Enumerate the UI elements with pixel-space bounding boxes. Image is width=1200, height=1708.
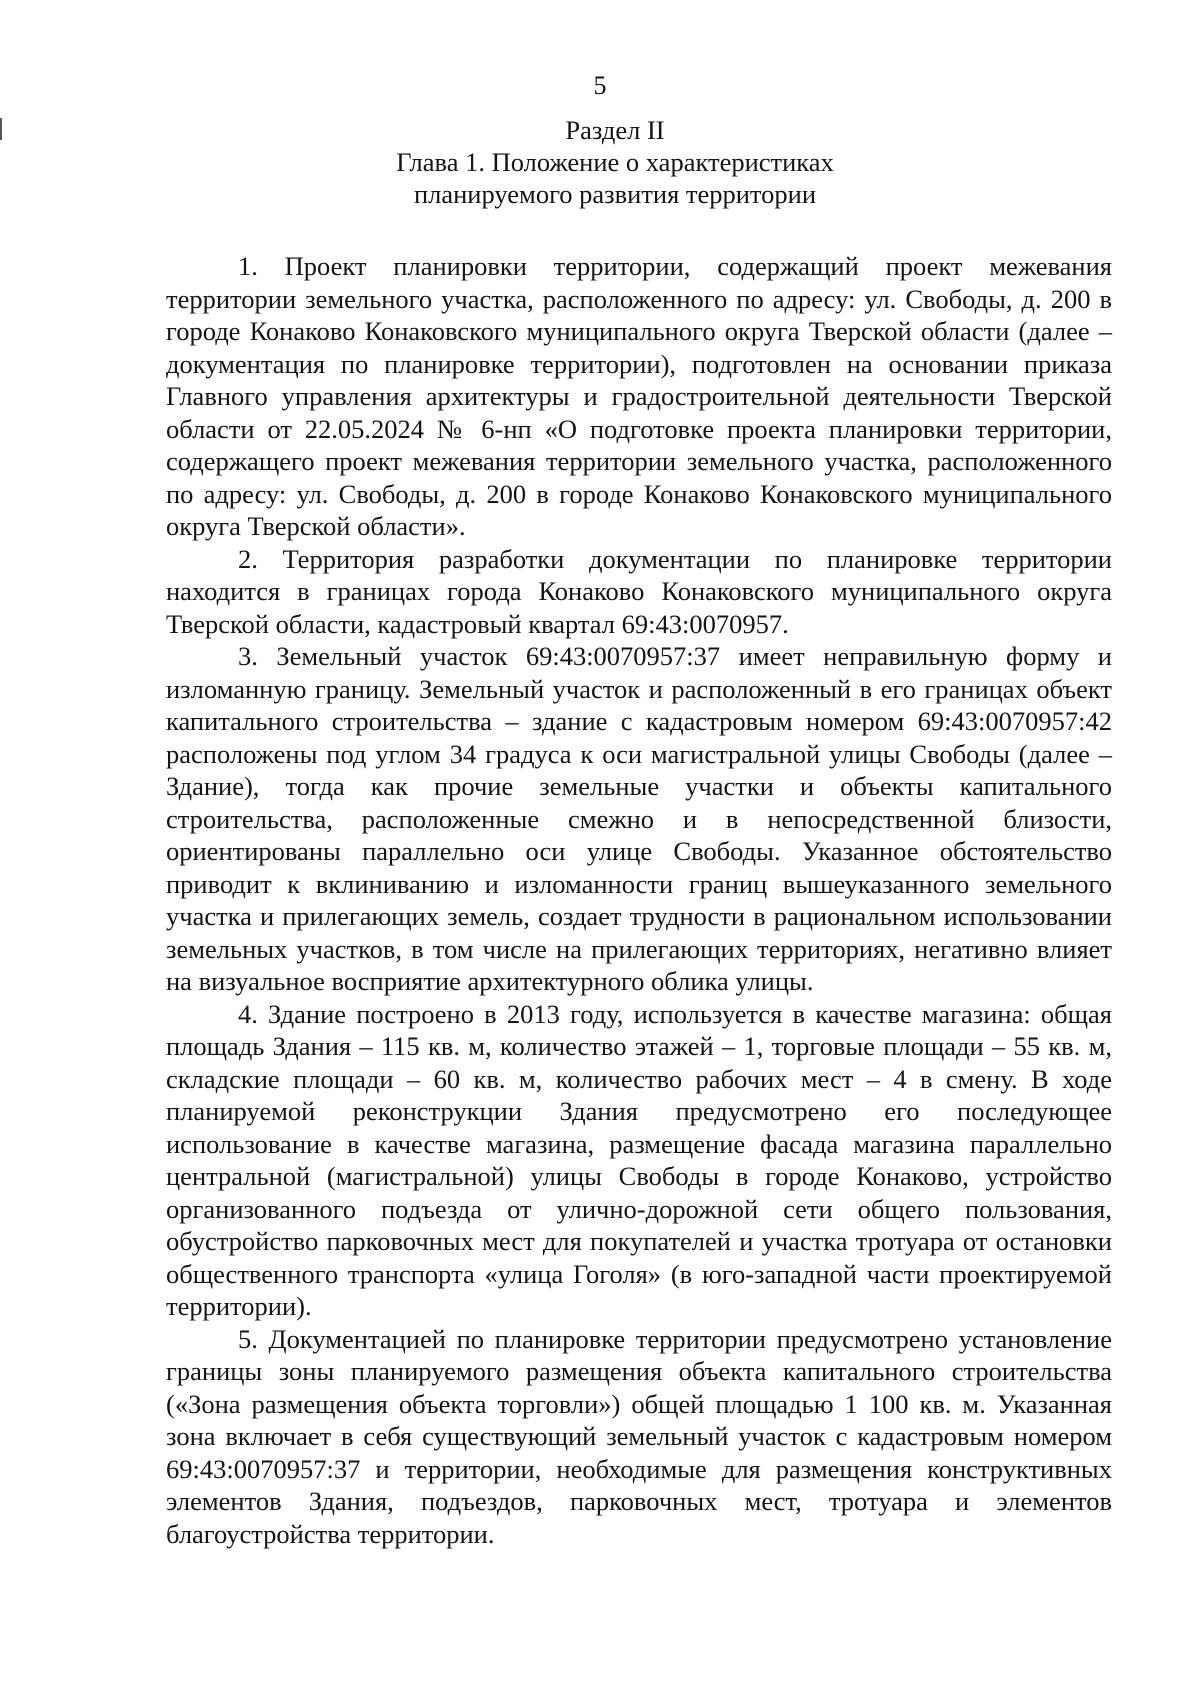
paragraph-3: 3. Земельный участок 69:43:0070957:37 имеет неправильную форму и изломанную границу. Земельный участок и расположенный в его границах объект капитального строительства – здание с кадастровым номером 69:43:0070957:42 расположены под углом 34 градуса к оси магистральной улицы Свободы (далее – Здание), тогда как прочие земельные участки и объекты капитального строительства, расположенные смежно и в непосредственной близости, ориентированы параллельно оси улице Свободы. Указанное обстоятельство приводит к вклиниванию и изломанности границ вышеуказанного земельного участка и прилегающих земель, создает трудности в рациональном использовании земельных участков, в том числе на прилегающих территориях, негативно влияет на визуальное восприятие архитектурного облика улицы. <box>166 641 1112 996</box>
paragraph-4: 4. Здание построено в 2013 году, используется в качестве магазина: общая площадь Здания – 115 кв. м, количество этажей – 1, торговые площади – 55 кв. м, складские площади – 60 кв. м, количество рабочих мест – 4 в смену. В ходе планируемой реконструкции Здания предусмотрено его последующее использование в качестве магазина, размещение фасада магазина параллельно центральной (магистральной) улицы Свободы в городе Конаково, устройство организованного подъезда от улично-дорожной сети общего пользования, обустройство парковочных мест для покупателей и участка тротуара от остановки общественного транспорта «улица Гоголя» (в юго-западной части проектируемой территории). <box>166 998 1112 1321</box>
page-number: 5 <box>593 71 607 100</box>
section-heading <box>150 114 1080 210</box>
chapter-title-line-1: Глава 1. Положение о характеристиках <box>396 147 834 177</box>
section-title: Раздел II <box>565 115 665 145</box>
scan-edge-mark <box>0 118 2 140</box>
paragraph-2: 2. Территория разработки документации по планировке территории находится в границах города Конаково Конаковского муниципального округа Тверской области, кадастровый квартал 69:43:0070957. <box>166 543 1112 639</box>
paragraph-1: 1. Проект планировки территории, содержащий проект межевания территории земельного участка, расположенного по адресу: ул. Свободы, д. 200 в городе Конаково Конаковского муниципального округа Тверской области (далее – документация по планировке территории), подготовлен на основании приказа Главного управления архитектуры и градостроительной деятельности Тверской области от 22.05.2024 № 6-нп «О подготовке проекта планировки территории, содержащего проект межевания территории земельного участка, расположенного по адресу: ул. Свободы, д. 200 в городе Конаково Конаковского муниципального округа Тверской области». <box>166 251 1112 541</box>
paragraph-5: 5. Документацией по планировке территории предусмотрено установление границы зоны планируемого размещения объекта капитального строительства («Зона размещения объекта торговли») общей площадью 1 100 кв. м. Указанная зона включает в себя существующий земельный участок с кадастровым номером 69:43:0070957:37 и территории, необходимые для размещения конструктивных элементов Здания, подъездов, парковочных мест, тротуара и элементов благоустройства территории. <box>166 1323 1112 1549</box>
body-text <box>166 250 1112 1550</box>
chapter-title-line-2: планируемого развития территории <box>413 179 817 209</box>
